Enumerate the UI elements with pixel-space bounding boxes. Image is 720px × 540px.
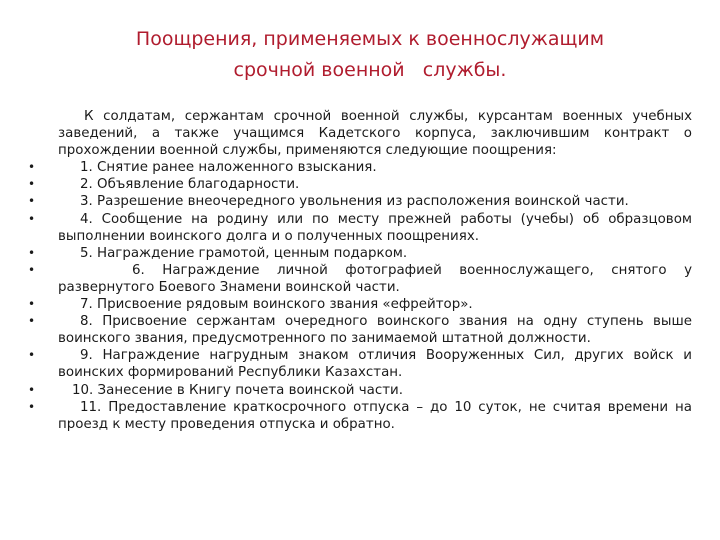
list-item: [28, 211, 692, 245]
list-item: [28, 347, 692, 381]
bullet-icon: •: [28, 348, 36, 363]
list-item: [28, 399, 692, 433]
list-item-text: 4. Сообщение на родину или по месту прежней работы (учебы) об образцовом выполнении воинского долга и о полученных поощрениях.: [58, 211, 692, 244]
list-item-text: 7. Присвоение рядовым воинского звания «ефрейтор».: [80, 297, 473, 313]
list-item-text: 9. Награждение нагрудным знаком отличия Вооруженных Сил, других войск и воинских формирований Республики Казахстан.: [58, 348, 692, 381]
list-item-text: 6. Награждение личной фотографией военнослужащего, снятого у развернутого Боевого Знамени воинской части.: [58, 262, 692, 295]
bullet-icon: •: [28, 245, 36, 260]
list-item: [28, 193, 692, 210]
list-item-text: 5. Награждение грамотой, ценным подарком.: [80, 245, 408, 261]
bullet-icon: •: [28, 211, 36, 226]
list-item: [28, 159, 692, 176]
list-item-text: 3. Разрешение внеочередного увольнения из расположения воинской части.: [80, 194, 629, 210]
list-item-text: 1. Снятие ранее наложенного взыскания.: [80, 160, 377, 176]
list-item: [28, 296, 692, 313]
title-line-2: срочной военной службы.: [233, 59, 507, 81]
list-item: [28, 313, 692, 347]
bullet-icon: •: [28, 194, 36, 209]
page-title: [60, 24, 680, 86]
list-item-text: 10. Занесение в Книгу почета воинской части.: [72, 382, 403, 398]
bullet-icon: •: [28, 262, 36, 277]
bullet-icon: •: [28, 399, 36, 414]
bullet-icon: •: [28, 297, 36, 312]
list-item: [28, 245, 692, 262]
document-body: [28, 108, 692, 433]
title-line-1: Поощрения, применяемых к военнослужащим: [135, 28, 605, 50]
list-item: [28, 262, 692, 296]
bullet-icon: •: [28, 177, 36, 192]
list-item-text: 8. Присвоение сержантам очередного воинского звания на одну ступень выше воинского звания, предусмотренного по занимаемой штатной должности.: [58, 314, 692, 347]
intro-paragraph: [28, 108, 692, 159]
list-item: [28, 176, 692, 193]
intro-text: К солдатам, сержантам срочной военной службы, курсантам военных учебных заведений, а также учащимся Кадетского корпуса, заключившим контракт о прохождении военной службы, применяются следующие поощрения:: [58, 109, 692, 159]
bullet-icon: •: [28, 160, 36, 175]
bullet-icon: •: [28, 314, 36, 329]
list-item-text: 11. Предоставление краткосрочного отпуска – до 10 суток, не считая времени на проезд к месту проведения отпуска и обратно.: [58, 399, 692, 432]
list-item-text: 2. Объявление благодарности.: [80, 177, 300, 193]
list-item: [28, 382, 692, 399]
bullet-icon: •: [28, 382, 36, 397]
